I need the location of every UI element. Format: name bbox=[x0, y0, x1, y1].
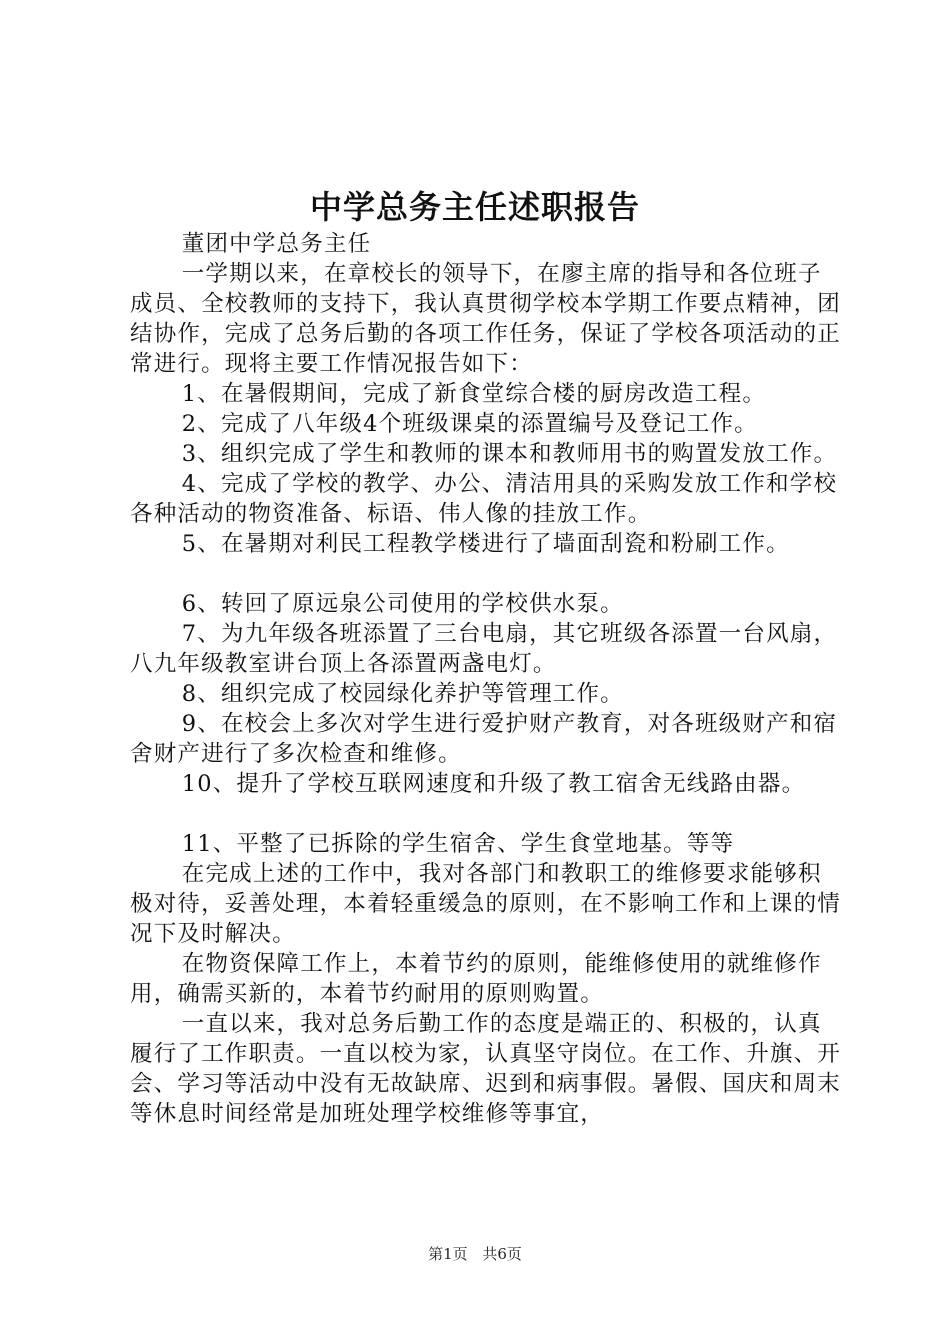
paragraph-item-8: 8、组织完成了校园绿化养护等管理工作。 bbox=[181, 681, 624, 707]
paragraph-intro: 一学期以来，在章校长的领导下，在廖主席的指导和各位班子成员、全校教师的支持下，我认真贯彻学校本学期工作要点精神，团结协作，完成了总务后勤的各项工作任务，保证了学校各项活动的正常进行。现将主要工作情况报告如下： bbox=[130, 261, 842, 377]
blank-line bbox=[130, 559, 842, 589]
paragraph-supplies: 在物资保障工作上，本着节约的原则，能维修使用的就维修作用，确需买新的，本着节约耐用的原则购置。 bbox=[130, 951, 822, 1007]
paragraph-item-5: 5、在暑期对利民工程教学楼进行了墙面刮瓷和粉刷工作。 bbox=[181, 531, 790, 557]
paragraph-repairs: 在完成上述的工作中，我对各部门和教职工的维修要求能够积极对待，妥善处理，本着轻重缓急的原则，在不影响工作和上课的情况下及时解决。 bbox=[130, 861, 842, 947]
paragraph-item-9: 9、在校会上多次对学生进行爱护财产教育，对各班级财产和宿舍财产进行了多次检查和维修。 bbox=[130, 711, 838, 767]
paragraph-item-2: 2、完成了八年级4个班级课桌的添置编号及登记工作。 bbox=[181, 411, 758, 437]
page-total: 共6页 bbox=[482, 1245, 522, 1263]
paragraph-item-6: 6、转回了原远泉公司使用的学校供水泵。 bbox=[181, 591, 624, 617]
page-number: 第1页 bbox=[428, 1245, 468, 1263]
document-body bbox=[130, 229, 842, 1129]
paragraph-author-line: 董团中学总务主任 bbox=[181, 231, 372, 257]
paragraph-item-4: 4、完成了学校的教学、办公、清洁用具的采购发放工作和学校各种活动的物资准备、标语、伟人像的挂放工作。 bbox=[130, 471, 838, 527]
paragraph-item-11: 11、平整了已拆除的学生宿舍、学生食堂地基。等等 bbox=[181, 831, 735, 857]
blank-line bbox=[130, 799, 842, 829]
paragraph-item-3: 3、组织完成了学生和教师的课本和教师用书的购置发放工作。 bbox=[181, 441, 838, 467]
paragraph-item-1: 1、在暑假期间，完成了新食堂综合楼的厨房改造工程。 bbox=[181, 381, 767, 407]
document-title: 中学总务主任述职报告 bbox=[309, 188, 640, 226]
paragraph-attitude: 一直以来，我对总务后勤工作的态度是端正的、积极的，认真履行了工作职责。一直以校为家，认真坚守岗位。在工作、升旗、开会、学习等活动中没有无故缺席、迟到和病事假。暑假、国庆和周末等休息时间经常是加班处理学校维修等事宜， bbox=[130, 1011, 842, 1127]
page-footer bbox=[0, 1244, 950, 1264]
paragraph-item-10: 10、提升了学校互联网速度和升级了教工宿舍无线路由器。 bbox=[181, 771, 806, 797]
paragraph-item-7: 7、为九年级各班添置了三台电扇，其它班级各添置一台风扇，八九年级教室讲台顶上各添置两盏电灯。 bbox=[130, 621, 838, 677]
